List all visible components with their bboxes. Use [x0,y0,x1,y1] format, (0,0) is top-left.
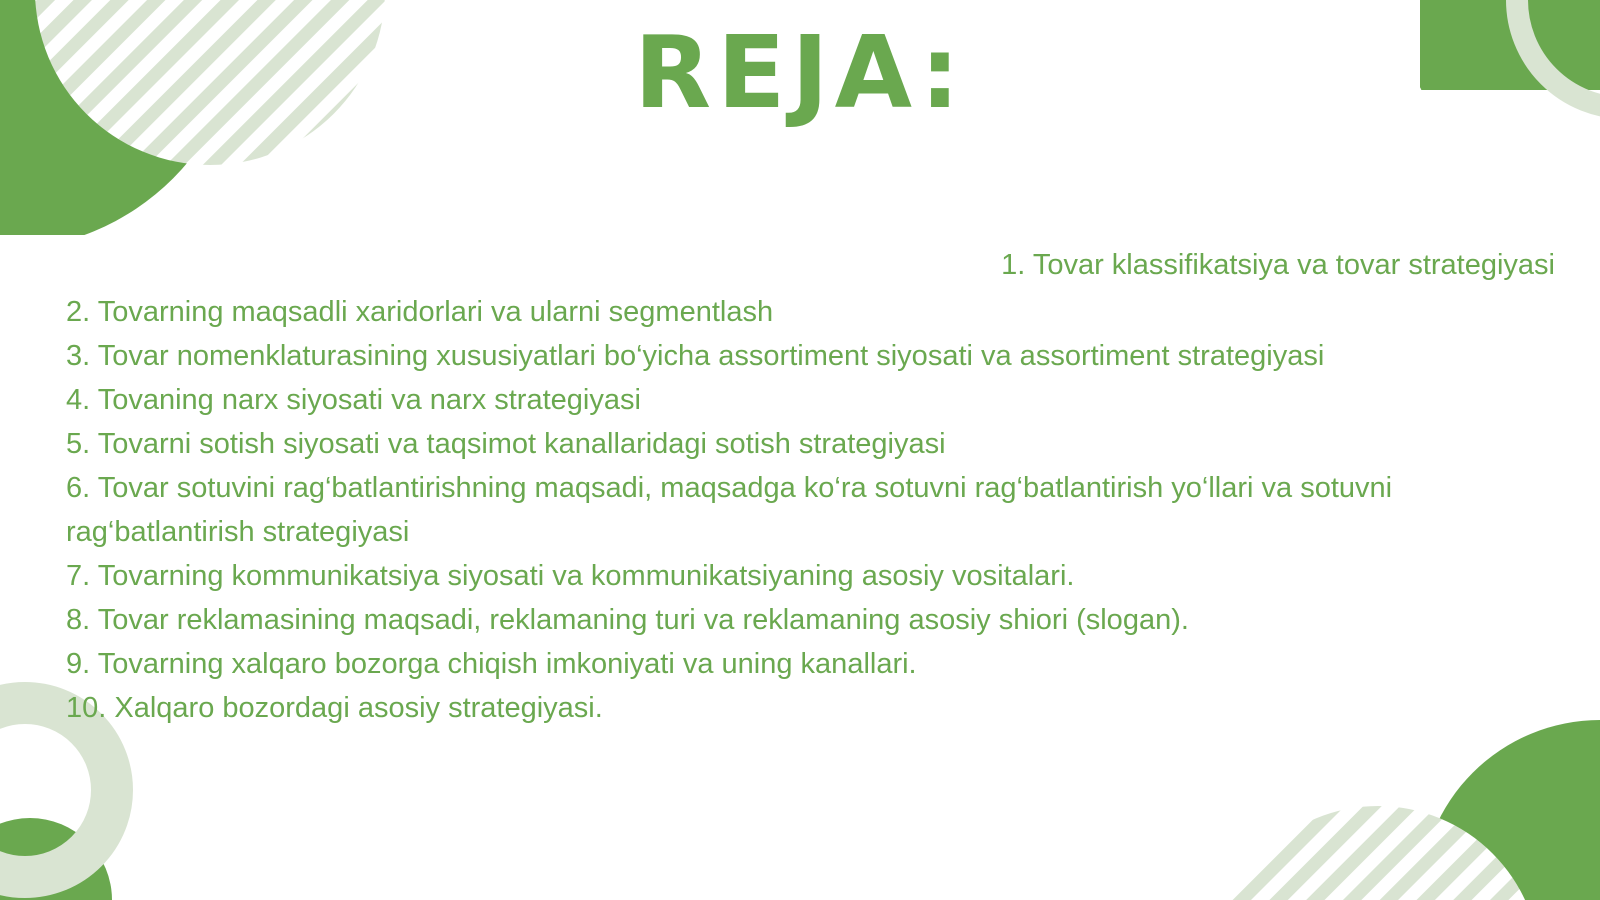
plan-item-5: 5. Tovarni sotish siyosati va taqsimot kanallaridagi sotish strategiyasi [66,428,946,460]
plan-item-10: 10. Xalqaro bozordagi asosiy strategiyasi. [66,692,603,724]
bottom-right-shapes [1216,720,1600,900]
plan-item-9: 9. Tovarning xalqaro bozorga chiqish imkoniyati va uning kanallari. [66,648,917,680]
plan-item-4: 4. Tovaning narx siyosati va narx strategiyasi [66,384,641,416]
slide-title: REJA: [634,14,966,131]
plan-item-1: 1. Tovar klassifikatsiya va tovar strategiyasi [1001,249,1555,281]
bottom-left-shapes [0,703,112,900]
plan-item-6: 6. Tovar sotuvini rag‘batlantirishning maqsadi, maqsadga ko‘ra sotuvni rag‘batlantirish yo‘llari va sotuvni rag‘batlantirish strategiyasi [66,472,1393,548]
plan-list [66,290,1556,730]
plan-item-8: 8. Tovar reklamasining maqsadi, reklamaning turi va reklamaning asosiy shiori (slogan). [66,604,1189,636]
plan-item-3: 3. Tovar nomenklaturasining xususiyatlari bo‘yicha assortiment siyosati va assortiment strategiyasi [66,340,1325,372]
plan-item-2: 2. Tovarning maqsadli xaridorlari va ularni segmentlash [66,296,774,328]
plan-item-7: 7. Tovarning kommunikatsiya siyosati va kommunikatsiyaning asosiy vositalari. [66,560,1075,592]
